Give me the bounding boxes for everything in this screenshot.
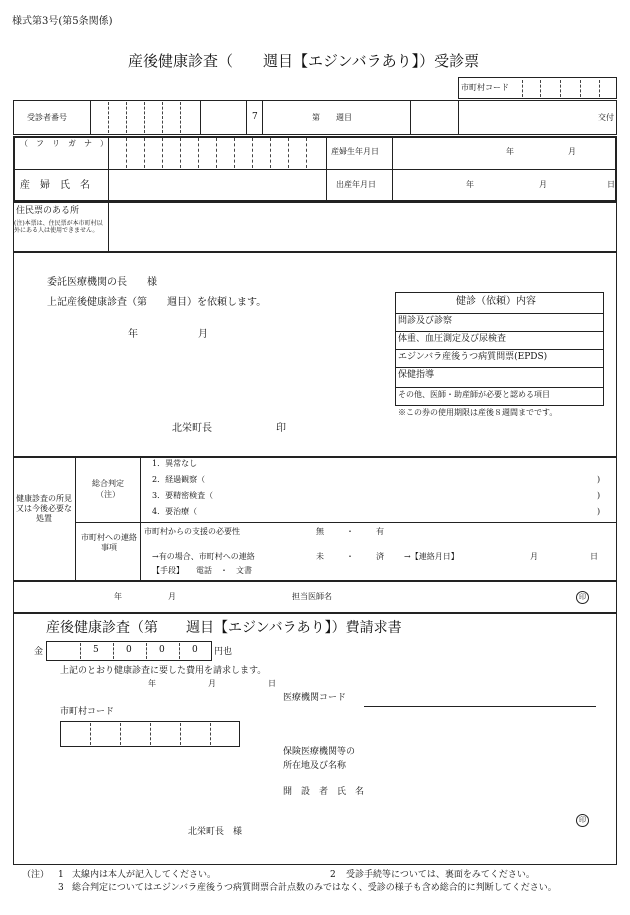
dob-year: 年: [506, 147, 514, 156]
amount-divider: [146, 643, 147, 659]
note-number: 1: [58, 870, 64, 880]
content-item: 体重、血圧測定及び尿検査: [398, 334, 507, 344]
institution-code-label: 医療機関コード: [283, 693, 347, 703]
contact-month: 月: [530, 552, 538, 561]
contact-date-label: →【連絡月日】: [404, 552, 459, 561]
findings-label: 健康診査の所見又は今後必要な処置: [16, 494, 72, 523]
means-label: 【手段】 電話 ・ 文書: [152, 566, 252, 575]
contact-day: 日: [590, 552, 598, 561]
birth-year: 年: [466, 180, 474, 189]
invoice-title: 産後健康診査（第 週目【エジンバラあり】）費請求書: [46, 620, 402, 636]
paren-close: ): [597, 507, 601, 516]
code-cell-divider: [540, 80, 541, 97]
furigana-label: （ フ リ ガ ナ ）: [20, 139, 108, 148]
mother-name-label: 産 婦 氏 名: [20, 180, 90, 191]
mother-dob-label: 産婦生年月日: [331, 147, 379, 156]
digit-divider: [144, 102, 145, 133]
amount-digit: 0: [192, 645, 198, 655]
note-number: 3: [58, 883, 64, 893]
digit-divider: [108, 102, 109, 133]
digit-divider: [162, 102, 163, 133]
divider: [262, 100, 263, 135]
municipality-code-label: 市町村コード: [461, 83, 509, 92]
code-cell-divider: [90, 723, 91, 745]
divider: [108, 202, 109, 252]
location-label: 保険医療機関等の: [283, 747, 356, 757]
divider: [396, 313, 603, 314]
furigana-divider: [288, 138, 289, 168]
code-cell-divider: [522, 80, 523, 97]
judgment-option: 4．要治療（: [152, 507, 198, 516]
paren-close: ): [597, 475, 601, 484]
form-number: 様式第3号(第5条関係): [12, 16, 113, 27]
judgment-option: 2．経過観察（: [152, 475, 206, 484]
doctor-year: 年: [114, 592, 122, 601]
code-cell-divider: [150, 723, 151, 745]
judgment-option: 1．異常なし: [152, 459, 198, 468]
note-3: 総合判定についてはエジンバラ産後うつ病質問票合計点数のみではなく、受診の様子も含め総合的に判断してください。: [72, 883, 557, 893]
divider: [14, 169, 616, 170]
note-2: 受診手続等については、裏面をみてください。: [346, 870, 535, 880]
furigana-divider: [126, 138, 127, 168]
content-item: その他、医師・助産師が必要と認める項目: [398, 390, 550, 399]
dob-month: 月: [568, 147, 576, 156]
divider: [200, 100, 201, 135]
support-exists: 有: [376, 527, 384, 536]
furigana-divider: [162, 138, 163, 168]
invoice-addressee: 北栄町長 様: [188, 827, 243, 837]
divider: [410, 100, 411, 135]
digit-divider: [180, 102, 181, 133]
if-yes-label: →有の場合、市町村への連絡: [152, 552, 255, 561]
invoice-seal: 印: [576, 814, 589, 827]
digit-divider: [126, 102, 127, 133]
prefix-digit: 7: [252, 112, 258, 122]
page-title: 産後健康診査（ 週目【エジンバラあり】）受診票: [128, 52, 480, 70]
issue-label: 交付: [598, 113, 614, 122]
code-cell-divider: [560, 80, 561, 97]
request-body: 上記産後健康診査（第 週目）を依頼します。: [47, 297, 267, 308]
content-item: 保健指導: [398, 370, 435, 380]
furigana-divider: [180, 138, 181, 168]
doctor-month: 月: [168, 592, 176, 601]
code-cell-divider: [580, 80, 581, 97]
furigana-divider: [306, 138, 307, 168]
birth-date-label: 出産年月日: [336, 180, 376, 189]
divider: [76, 522, 616, 523]
content-item: 問診及び診察: [398, 316, 453, 326]
amount-prefix: 金: [34, 647, 44, 657]
findings-section: [13, 457, 617, 581]
support-none: 無: [316, 527, 324, 536]
mayor-name: 北栄町長: [172, 423, 212, 434]
support-need-label: 市町村からの支援の必要性: [144, 527, 240, 536]
note-1: 太線内は本人が記入してください。: [72, 870, 217, 880]
amount-digit: 0: [159, 645, 165, 655]
divider: [458, 100, 459, 135]
request-year: 年: [128, 329, 138, 340]
amount-digit: 0: [126, 645, 132, 655]
furigana-divider: [252, 138, 253, 168]
amount-divider: [113, 643, 114, 659]
doctor-label: 担当医師名: [292, 592, 332, 601]
mayor-seal: 印: [276, 423, 286, 434]
furigana-divider: [144, 138, 145, 168]
birth-month: 月: [539, 180, 547, 189]
content-item: エジンバラ産後うつ病質問票(EPDS): [398, 352, 548, 362]
divider: [396, 387, 603, 388]
judgment-label: 総合判定（注）: [92, 479, 124, 500]
divider: [90, 100, 91, 135]
divider: [140, 457, 141, 581]
divider: [396, 331, 603, 332]
request-month: 月: [198, 329, 208, 340]
amount-divider: [179, 643, 180, 659]
note-number: 2: [330, 870, 336, 880]
divider: [246, 100, 247, 135]
furigana-divider: [198, 138, 199, 168]
examinee-number-label: 受診者番号: [27, 113, 67, 122]
request-addressee: 委託医療機関の長 様: [47, 277, 157, 288]
amount-suffix: 円也: [214, 647, 233, 657]
amount-divider: [80, 643, 81, 659]
furigana-divider: [216, 138, 217, 168]
doctor-seal: 印: [576, 591, 589, 604]
content-title: 健診（依頼）内容: [456, 296, 536, 307]
invoice-month: 月: [208, 679, 216, 688]
invoice-year: 年: [148, 679, 156, 688]
invoice-day: 日: [268, 679, 276, 688]
judgment-option: 3．要精密検査（: [152, 491, 214, 500]
notes-lead: （注）: [22, 870, 50, 880]
address-label: 住民票のある所: [16, 206, 80, 216]
validity-note: ※この券の使用期限は産後８週間までです。: [398, 408, 558, 417]
divider: [396, 367, 603, 368]
furigana-divider: [234, 138, 235, 168]
paren-close: ): [597, 491, 601, 500]
week-label: 第 週目: [312, 113, 352, 122]
separator: ・: [346, 552, 354, 561]
invoice-statement: 上記のとおり健康診査に要した費用を請求します。: [60, 666, 267, 676]
code-cell-divider: [599, 80, 600, 97]
contact-done: 済: [376, 552, 384, 561]
birth-day: 日: [607, 180, 615, 189]
furigana-divider: [270, 138, 271, 168]
code-cell-divider: [180, 723, 181, 745]
separator: ・: [346, 527, 354, 536]
address-note: (注)本票は、住民票が本市町村以外にある人は使用できません。: [14, 220, 103, 235]
contact-not-yet: 未: [316, 552, 324, 561]
code-cell-divider: [120, 723, 121, 745]
institution-code-field[interactable]: [364, 706, 596, 707]
code-cell-divider: [210, 723, 211, 745]
amount-digit: 5: [93, 645, 99, 655]
location-label: 所在地及び名称: [283, 761, 347, 771]
invoice-municipality-code-label: 市町村コード: [60, 707, 115, 717]
divider: [75, 457, 76, 581]
contact-label: 市町村への連絡事項: [81, 533, 137, 553]
founder-label: 開 設 者 氏 名: [283, 787, 365, 797]
divider: [396, 349, 603, 350]
